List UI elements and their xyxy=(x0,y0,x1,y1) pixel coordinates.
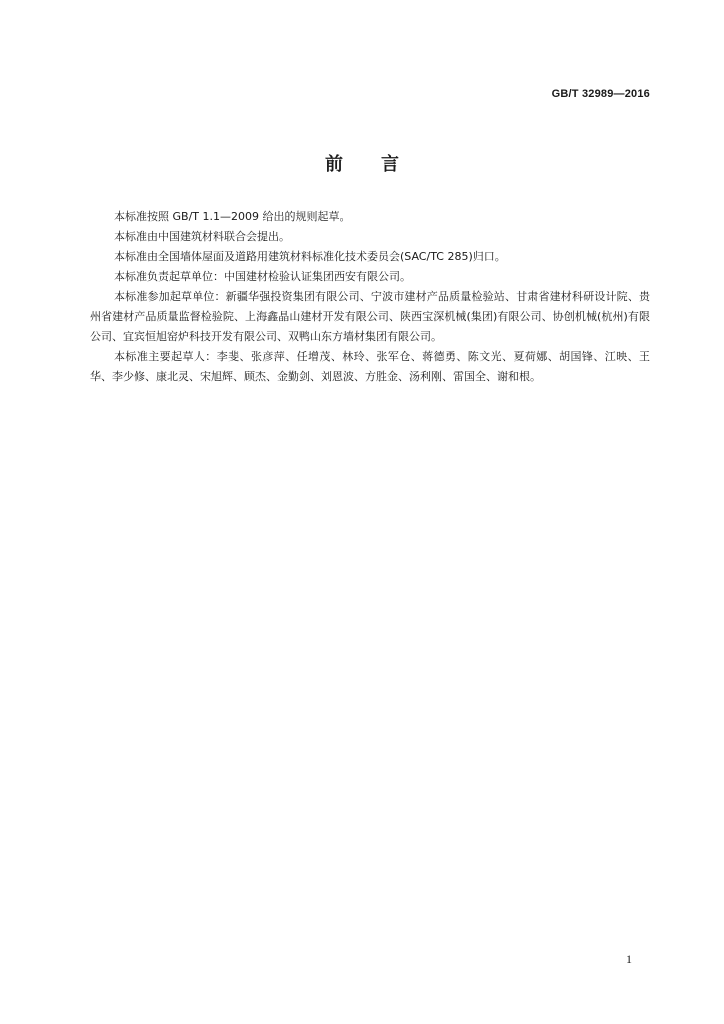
paragraph-proposer: 本标准由中国建筑材料联合会提出。 xyxy=(114,230,290,243)
page-title xyxy=(0,150,724,176)
foreword-body xyxy=(90,207,650,387)
paragraph-lead-drafter: 本标准负责起草单位：中国建材检验认证集团西安有限公司。 xyxy=(114,270,411,283)
paragraph-committee: 本标准由全国墙体屋面及道路用建筑材料标准化技术委员会(SAC/TC 285)归口。 xyxy=(114,250,506,263)
title-char-1: 前 xyxy=(325,154,343,175)
standard-code: GB/T 32989—2016 xyxy=(551,88,650,100)
page-number: 1 xyxy=(626,952,632,966)
paragraph-participating-units: 本标准参加起草单位：新疆华强投资集团有限公司、宁波市建材产品质量检验站、甘肃省建材科研设计院、贵州省建材产品质量监督检验院、上海鑫晶山建材开发有限公司、陕西宝深机械(集团)有限公司、协创机械(杭州)有限公司、宜宾恒旭窑炉科技开发有限公司、双鸭山东方墙材集团有限公司。 xyxy=(90,290,650,343)
paragraph-main-drafters: 本标准主要起草人：李斐、张彦萍、任增茂、林玲、张军仓、蒋德勇、陈文光、夏荷娜、胡国锋、江映、王华、李少修、康北灵、宋旭辉、顾杰、金勤剑、刘恩波、方胜金、汤利刚、雷国全、谢和根。 xyxy=(90,350,650,383)
paragraph-drafting-rules: 本标准按照 GB/T 1.1—2009 给出的规则起草。 xyxy=(114,210,351,223)
title-char-2: 言 xyxy=(381,154,399,175)
